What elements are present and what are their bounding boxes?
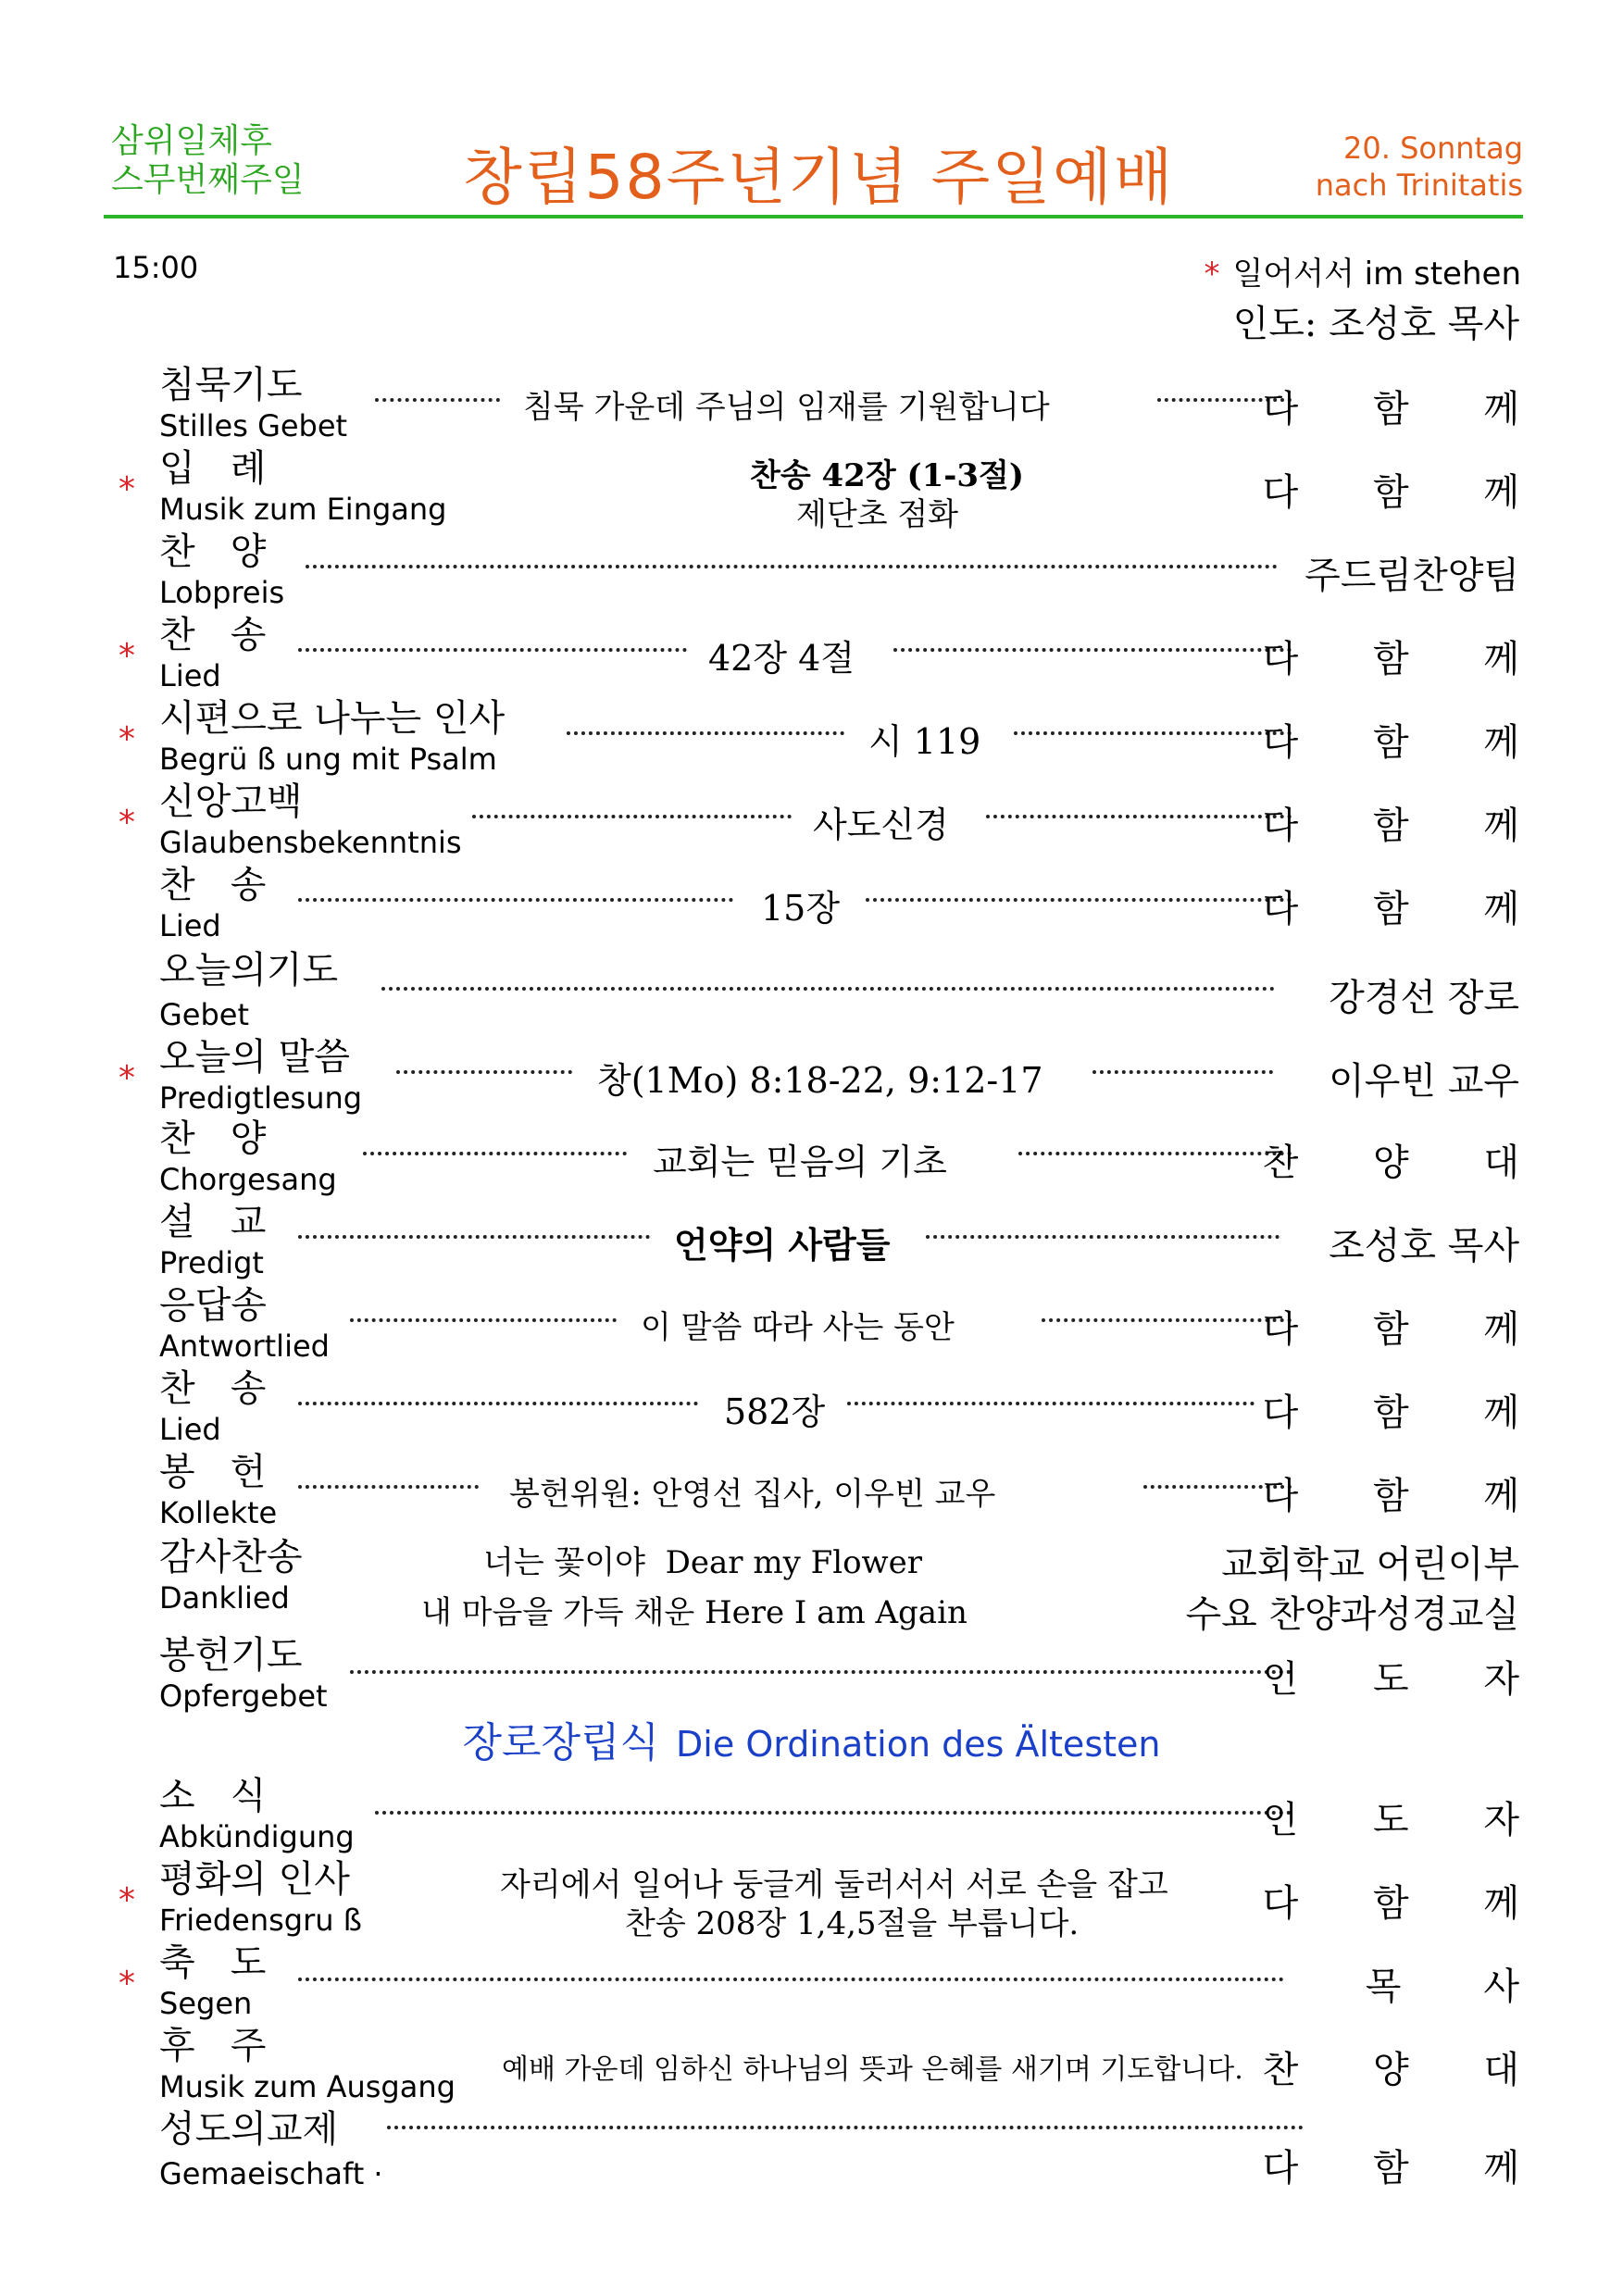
ordination-heading-german: Die Ordination des Ältesten xyxy=(676,1724,1161,1765)
item-title: 응답송 xyxy=(159,1284,267,1327)
season-line-2: 스무번째주일 xyxy=(111,161,305,199)
standing-note xyxy=(1204,248,1521,293)
ordination-heading xyxy=(0,1709,1623,1768)
item-subtitle: Lobpreis xyxy=(159,575,285,610)
ordination-heading-korean: 장로장립식 xyxy=(462,1719,660,1766)
item-responsible-2: 수요 찬양과성경교실 xyxy=(1185,1593,1519,1636)
dot-leader xyxy=(298,1402,698,1405)
dot-leader xyxy=(1042,1318,1292,1322)
service-leader: 인도: 조성호 목사 xyxy=(1232,303,1519,345)
dot-leader xyxy=(1014,731,1292,735)
dot-leader xyxy=(298,1978,1284,1981)
item-subtitle: Musik zum Eingang xyxy=(159,492,447,527)
item-subtitle: Lied xyxy=(159,1412,221,1447)
item-title: 소 식 xyxy=(159,1775,267,1817)
item-subtitle: Segen xyxy=(159,1986,253,2021)
item-title: 봉헌기도 xyxy=(159,1634,303,1677)
sermon-title: 언약의 사람들 xyxy=(674,1224,891,1266)
dot-leader xyxy=(298,1485,479,1489)
item-subtitle: Gemaeischaft · xyxy=(159,2156,383,2191)
item-title: 찬 양 xyxy=(159,530,267,573)
season-german-line-2: nach Trinitatis xyxy=(1315,168,1523,203)
item-detail-2: 찬송 208장 1,4,5절을 부릅니다. xyxy=(625,1905,1080,1942)
dot-leader xyxy=(363,1152,627,1155)
item-subtitle: Kollekte xyxy=(159,1495,278,1530)
item-responsible: 다 함 께 xyxy=(1262,805,1551,847)
item-subtitle: Predigtlesung xyxy=(159,1080,363,1116)
dot-leader xyxy=(567,731,844,735)
item-title: 오늘의기도 xyxy=(159,949,339,992)
item-title: 찬 양 xyxy=(159,1117,267,1160)
item-subtitle: Begrü ß ung mit Psalm xyxy=(159,742,497,777)
item-responsible: 조성호 목사 xyxy=(1329,1225,1519,1267)
season-line-1: 삼위일체후 xyxy=(111,122,272,160)
item-title: 신앙고백 xyxy=(159,780,303,823)
item-title: 성도의교제 xyxy=(159,2108,339,2151)
item-responsible: 인 도 자 xyxy=(1262,1658,1551,1701)
item-detail: 교회는 믿음의 기초 xyxy=(653,1142,947,1182)
star-icon: * xyxy=(119,1965,135,2003)
item-subtitle: Lied xyxy=(159,658,221,693)
star-icon: * xyxy=(119,470,135,508)
item-responsible: 다 함 께 xyxy=(1262,1391,1551,1434)
item-detail: 너는 꽃이야 Dear my Flower xyxy=(483,1544,923,1581)
star-icon: * xyxy=(119,720,135,758)
item-subtitle: Predigt xyxy=(159,1245,264,1280)
star-icon: * xyxy=(119,1059,135,1097)
item-detail: 이 말씀 따라 사는 동안 xyxy=(641,1309,955,1346)
item-responsible: 이우빈 교우 xyxy=(1329,1060,1519,1103)
dot-leader xyxy=(926,1235,1280,1239)
item-subtitle: Friedensgru ß xyxy=(159,1903,362,1938)
item-detail: 예배 가운데 임하신 하나님의 뜻과 은혜를 새기며 기도합니다. xyxy=(502,2053,1243,2086)
item-subtitle: Stilles Gebet xyxy=(159,408,348,443)
dot-leader xyxy=(396,1070,572,1074)
item-responsible: 교회학교 어린이부 xyxy=(1221,1543,1519,1586)
item-responsible: 다 함 께 xyxy=(1262,721,1551,764)
dot-leader xyxy=(350,1670,1292,1674)
star-icon: * xyxy=(119,804,135,842)
season-label xyxy=(111,122,305,200)
item-responsible: 찬 양 대 xyxy=(1262,2049,1551,2091)
item-detail: 찬송 42장 (1-3절) xyxy=(750,457,1024,494)
item-responsible: 다 함 께 xyxy=(1262,1308,1551,1351)
item-title: 찬 송 xyxy=(159,864,267,906)
dot-leader xyxy=(1092,1070,1273,1074)
item-responsible: 다 함 께 xyxy=(1262,888,1551,930)
standing-note-text: 일어서서 im stehen xyxy=(1232,256,1521,293)
item-subtitle: Chorgesang xyxy=(159,1162,337,1197)
item-responsible: 찬 양 대 xyxy=(1262,1142,1551,1184)
item-detail: 시 119 xyxy=(868,721,981,762)
dot-leader xyxy=(472,815,792,818)
item-detail: 침묵 가운데 주님의 임재를 기원합니다 xyxy=(523,389,1050,426)
item-detail-2: 제단초 점화 xyxy=(796,496,959,533)
item-subtitle: Opfergebet xyxy=(159,1678,328,1714)
dot-leader xyxy=(375,398,500,402)
page-title: 창립58주년기념 주일예배 xyxy=(463,142,1175,213)
item-responsible: 다 함 께 xyxy=(1262,1882,1551,1925)
dot-leader xyxy=(986,815,1292,818)
item-title: 축 도 xyxy=(159,1941,267,1984)
item-responsible: 다 함 께 xyxy=(1262,471,1551,514)
item-responsible: 주드림찬양팀 xyxy=(1305,555,1519,597)
item-responsible: 목 사 xyxy=(1365,1965,1519,2008)
item-responsible: 인 도 자 xyxy=(1262,1799,1551,1841)
item-title: 입 례 xyxy=(159,447,267,490)
item-detail: 창(1Mo) 8:18-22, 9:12-17 xyxy=(597,1060,1043,1101)
header-divider xyxy=(104,215,1523,218)
item-detail: 15장 xyxy=(761,888,841,929)
item-responsible: 다 함 께 xyxy=(1262,2147,1551,2190)
dot-leader xyxy=(298,898,733,902)
star-icon: * xyxy=(119,637,135,675)
item-title: 평화의 인사 xyxy=(159,1858,350,1901)
item-detail-2: 내 마음을 가득 채운 Here I am Again xyxy=(421,1594,968,1631)
item-subtitle: Gebet xyxy=(159,997,250,1032)
dot-leader xyxy=(298,648,687,652)
service-time: 15:00 xyxy=(113,250,199,285)
item-responsible: 다 함 께 xyxy=(1262,638,1551,680)
season-label-german xyxy=(1153,130,1523,204)
item-title: 침묵기도 xyxy=(159,364,303,406)
item-detail: 봉헌위원: 안영선 집사, 이우빈 교우 xyxy=(509,1476,996,1513)
item-subtitle: Lied xyxy=(159,908,221,943)
item-detail: 582장 xyxy=(724,1391,826,1432)
item-title: 설 교 xyxy=(159,1201,267,1243)
star-icon: * xyxy=(1204,256,1220,293)
dot-leader xyxy=(893,648,1292,652)
season-german-line-1: 20. Sonntag xyxy=(1343,131,1523,166)
star-icon: * xyxy=(119,1881,135,1919)
item-title: 오늘의 말씀 xyxy=(159,1036,350,1079)
item-title: 찬 송 xyxy=(159,614,267,656)
item-detail: 자리에서 일어나 둥글게 둘러서서 서로 손을 잡고 xyxy=(500,1866,1168,1903)
item-detail: 사도신경 xyxy=(813,805,949,845)
dot-leader xyxy=(1018,1152,1292,1155)
item-title: 시편으로 나누는 인사 xyxy=(159,697,506,740)
dot-leader xyxy=(847,1402,1255,1405)
item-title: 후 주 xyxy=(159,2025,267,2067)
item-responsible: 다 함 께 xyxy=(1262,388,1551,430)
item-subtitle: Danklied xyxy=(159,1580,290,1616)
item-title: 찬 송 xyxy=(159,1367,267,1410)
dot-leader xyxy=(381,987,1275,991)
dot-leader xyxy=(375,1811,1292,1815)
dot-leader xyxy=(387,2126,1304,2129)
dot-leader xyxy=(298,1235,650,1239)
item-subtitle: Antwortlied xyxy=(159,1329,330,1364)
item-subtitle: Musik zum Ausgang xyxy=(159,2069,456,2104)
item-responsible: 강경선 장로 xyxy=(1329,977,1519,1019)
item-subtitle: Glaubensbekenntnis xyxy=(159,825,462,860)
item-title: 감사찬송 xyxy=(159,1536,303,1578)
dot-leader xyxy=(350,1318,617,1322)
item-detail: 42장 4절 xyxy=(708,638,855,679)
item-responsible: 다 함 께 xyxy=(1262,1475,1551,1517)
dot-leader xyxy=(306,565,1278,568)
item-subtitle: Abkündigung xyxy=(159,1819,355,1854)
item-title: 봉 헌 xyxy=(159,1451,267,1493)
dot-leader xyxy=(866,898,1292,902)
